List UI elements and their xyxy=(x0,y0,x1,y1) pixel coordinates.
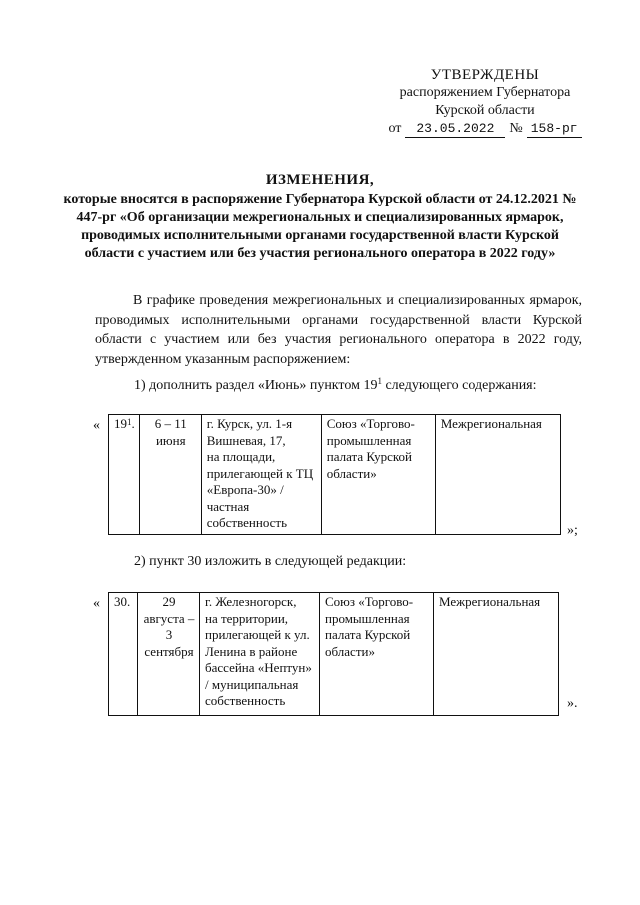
table-2-organizer: Союз «Торгово- промышленная палата Курской области» xyxy=(320,593,434,716)
table-1-num xyxy=(109,415,140,535)
approval-stamp xyxy=(380,66,590,138)
num-sup: 1 xyxy=(127,417,132,427)
table-2 xyxy=(108,592,559,716)
table-1-organizer: Союз «Торгово- промышленная палата Курской области» xyxy=(321,415,435,535)
table-1-close-quote: »; xyxy=(567,523,578,538)
document-heading xyxy=(60,171,580,263)
intro-text: В графике проведения межрегиональных и специализированных ярмарок, проводимых исполнительными органами государственной власти Курской области с участием или без участия регионального оператора в 2022 году, утвержденном указанным распоряжением: xyxy=(95,293,582,367)
point-1-before: 1) дополнить раздел «Июнь» пунктом 19 xyxy=(134,378,378,393)
approval-title: УТВЕРЖДЕНЫ xyxy=(430,67,540,83)
table-1-place: г. Курск, ул. 1-я Вишневая, 17, на площади, прилегающей к ТЦ «Европа-30» / частная собственность xyxy=(201,415,321,535)
point-1-after: следующего содержания: xyxy=(381,378,537,393)
point-1 xyxy=(134,378,537,394)
table-row xyxy=(109,415,561,535)
approval-date-line xyxy=(380,120,590,138)
approval-number: 158-рг xyxy=(527,121,582,138)
intro-paragraph xyxy=(95,291,582,369)
approval-line-1: распоряжением Губернатора xyxy=(399,85,571,100)
table-1-dates: 6 – 11 июня xyxy=(139,415,201,535)
table-1-type: Межрегиональная xyxy=(435,415,560,535)
approval-line-2: Курской области xyxy=(435,103,535,118)
table-2-num: 30. xyxy=(109,593,138,716)
approval-date: 23.05.2022 xyxy=(405,121,505,138)
table-2-close-quote: ». xyxy=(567,696,578,711)
table-2-place: г. Железногорск, на территории, прилегающей к ул. Ленина в районе бассейна «Нептун» / муниципальная собственность xyxy=(200,593,320,716)
table-1 xyxy=(108,414,561,535)
point-2: 2) пункт 30 изложить в следующей редакции: xyxy=(134,554,407,569)
table-2-type: Межрегиональная xyxy=(434,593,559,716)
document-subtitle: которые вносятся в распоряжение Губернатора Курской области от 24.12.2021 № 447-рг «Об организации межрегиональных и специализированных ярмарок, проводимых исполнительными органами государственной власти Курской области с участием или без участия регионального оператора в 2022 году» xyxy=(63,192,577,261)
table-1-open-quote: « xyxy=(93,418,100,433)
num-dot: . xyxy=(131,416,135,431)
number-prefix: № xyxy=(509,121,523,136)
document-title: ИЗМЕНЕНИЯ, xyxy=(265,172,375,188)
date-prefix: от xyxy=(388,121,402,136)
table-2-dates: 29 августа – 3 сентября xyxy=(138,593,200,716)
num-value: 19 xyxy=(114,416,127,431)
table-2-open-quote: « xyxy=(93,596,100,611)
table-row xyxy=(109,593,559,716)
point-1-sup: 1 xyxy=(377,376,382,386)
